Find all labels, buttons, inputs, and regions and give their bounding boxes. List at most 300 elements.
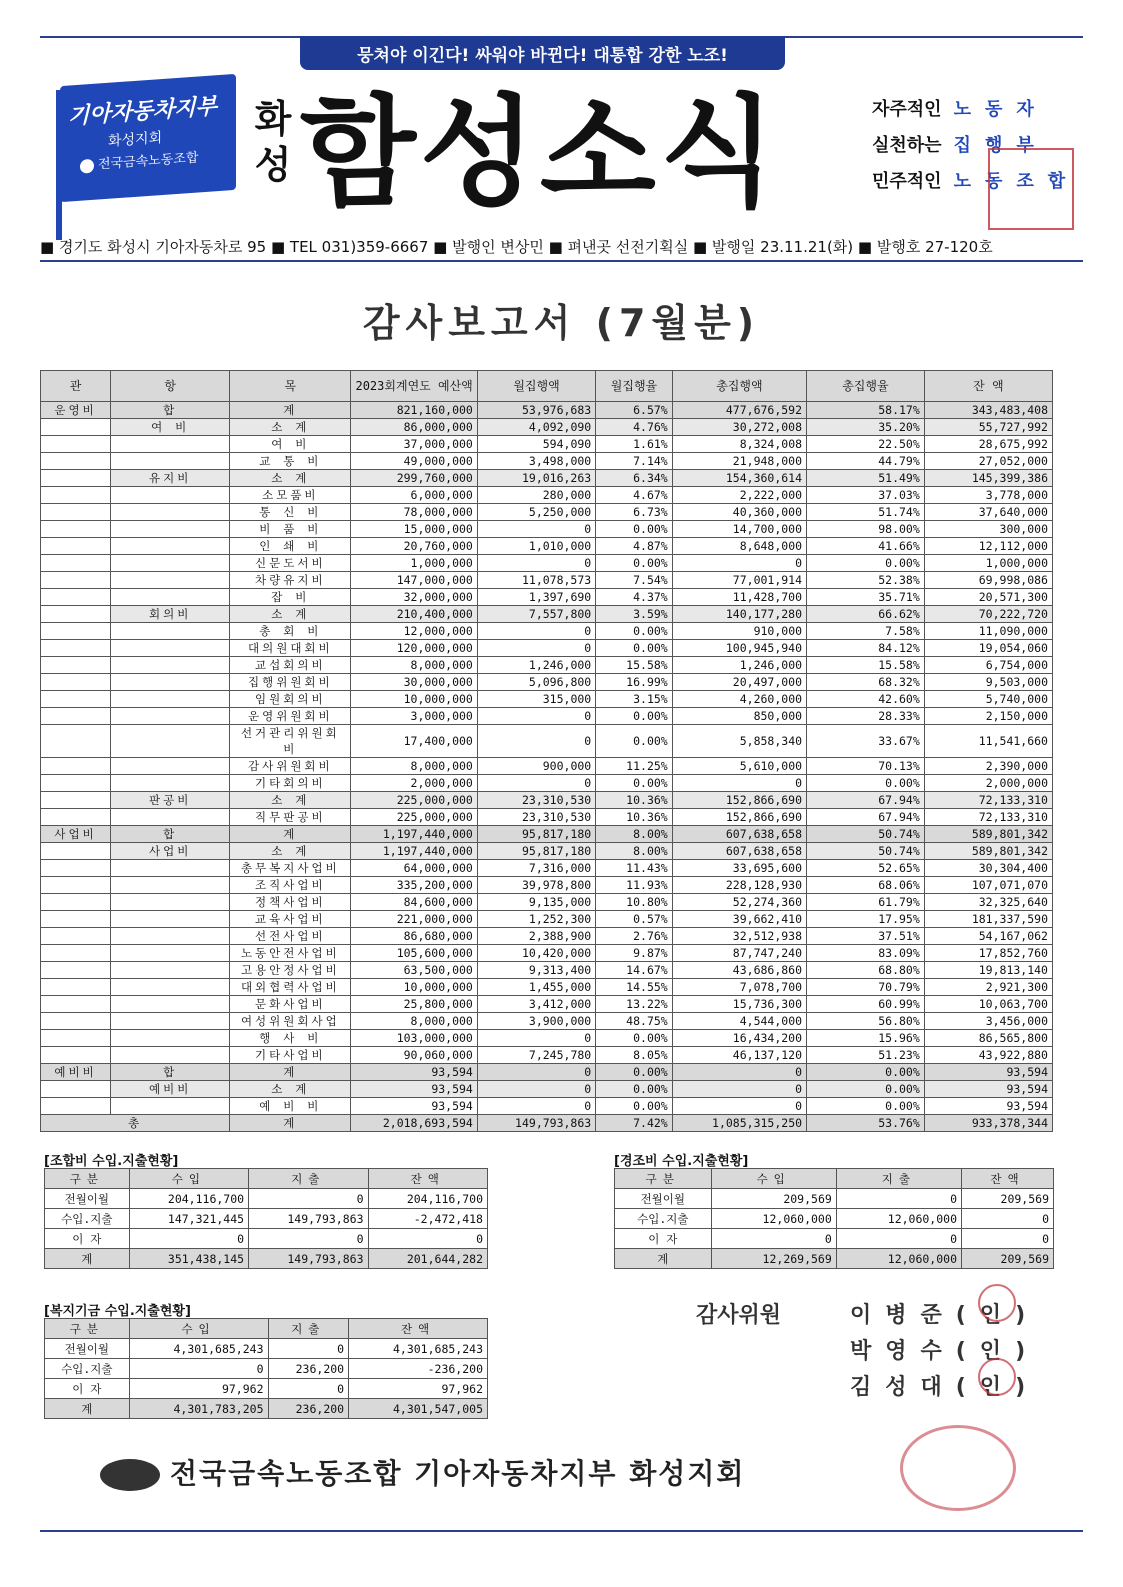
cell-value: 12,060,000 — [836, 1209, 961, 1229]
cell-gwan — [41, 589, 111, 606]
cell-value: 4,301,685,243 — [349, 1339, 488, 1359]
cell-value: 12,060,000 — [836, 1249, 961, 1269]
table-row — [41, 809, 1053, 826]
cell-value: 5,740,000 — [924, 691, 1052, 708]
cell-hang: 사업비 — [111, 843, 230, 860]
table-row — [41, 894, 1053, 911]
cell-value: 0.00% — [596, 1081, 673, 1098]
total-value: 2,018,693,594 — [351, 1115, 477, 1132]
cell-value: 4,301,685,243 — [129, 1339, 268, 1359]
cell-value: 90,060,000 — [351, 1047, 477, 1064]
official-seal-stamp — [900, 1425, 1016, 1511]
cell-value: 77,001,914 — [672, 572, 806, 589]
table-row — [41, 640, 1053, 657]
cell-value: 23,310,530 — [477, 809, 595, 826]
union-fee-table — [44, 1168, 488, 1269]
header-cell: 구분 — [615, 1169, 712, 1189]
cell-mok: 운영위원회비 — [230, 708, 351, 725]
cell-hang — [111, 775, 230, 792]
cell-value: 93,594 — [924, 1064, 1052, 1081]
report-title: 감사보고서 (7월분) — [362, 301, 761, 345]
cell-value: 2,390,000 — [924, 758, 1052, 775]
cell-value: 86,000,000 — [351, 419, 477, 436]
cell-hang — [111, 996, 230, 1013]
table-row — [41, 1047, 1053, 1064]
row-label: 이 자 — [45, 1229, 130, 1249]
cell-value: 21,948,000 — [672, 453, 806, 470]
cell-value: 46,137,120 — [672, 1047, 806, 1064]
cell-value: 5,250,000 — [477, 504, 595, 521]
cell-value: 4,301,547,005 — [349, 1399, 488, 1419]
cell-value: 6.73% — [596, 504, 673, 521]
cell-value: 15,736,300 — [672, 996, 806, 1013]
table-row — [41, 623, 1053, 640]
cell-value: 20,497,000 — [672, 674, 806, 691]
cell-value: 154,360,614 — [672, 470, 806, 487]
union-emblem-icon — [80, 158, 94, 173]
cell-value: 32,512,938 — [672, 928, 806, 945]
cell-value: 1,246,000 — [672, 657, 806, 674]
cell-value: 1,197,440,000 — [351, 826, 477, 843]
small-table-header — [615, 1169, 1054, 1189]
cell-value: 67.94% — [807, 792, 925, 809]
cell-value: 10,420,000 — [477, 945, 595, 962]
table-row — [41, 657, 1053, 674]
table-row — [41, 725, 1053, 758]
union-fee-caption: [조합비 수입.지출현황] — [44, 1154, 179, 1169]
cell-value: 87,747,240 — [672, 945, 806, 962]
cell-value: 35.71% — [807, 589, 925, 606]
cell-value: 67.94% — [807, 809, 925, 826]
bottom-rule — [40, 1530, 1083, 1532]
cell-gwan — [41, 708, 111, 725]
header-cell: 구분 — [45, 1319, 130, 1339]
cell-gwan — [41, 809, 111, 826]
row-label: 이 자 — [45, 1379, 130, 1399]
cell-gwan — [41, 792, 111, 809]
cell-value: 30,304,400 — [924, 860, 1052, 877]
cell-value: 152,866,690 — [672, 792, 806, 809]
cell-value: 9,135,000 — [477, 894, 595, 911]
table-row — [615, 1189, 1054, 1209]
row-label: 계 — [45, 1249, 130, 1269]
cell-value: 13.22% — [596, 996, 673, 1013]
cell-hang — [111, 758, 230, 775]
cell-value: 0 — [477, 521, 595, 538]
cell-value: 19,016,263 — [477, 470, 595, 487]
row-label: 수입.지출 — [615, 1209, 712, 1229]
cell-value: 11.93% — [596, 877, 673, 894]
cell-gwan — [41, 453, 111, 470]
total-label: 계 — [230, 1115, 351, 1132]
cell-value: 19,054,060 — [924, 640, 1052, 657]
cell-gwan — [41, 911, 111, 928]
cell-value: 48.75% — [596, 1013, 673, 1030]
cell-value: 0 — [268, 1379, 349, 1399]
cell-value: 51.74% — [807, 504, 925, 521]
cell-value: 17.95% — [807, 911, 925, 928]
cell-gwan — [41, 962, 111, 979]
cell-value: 1.61% — [596, 436, 673, 453]
stamp-mark — [978, 1284, 1016, 1322]
cell-gwan — [41, 860, 111, 877]
footer-union-name: 전국금속노동조합 기아자동차지부 화성지회 — [100, 1452, 745, 1492]
cell-gwan — [41, 555, 111, 572]
cell-value: 5,610,000 — [672, 758, 806, 775]
cell-mok: 비 품 비 — [230, 521, 351, 538]
cell-value: 15.58% — [807, 657, 925, 674]
cell-value: 51.49% — [807, 470, 925, 487]
cell-mok: 선거관리위원회비 — [230, 725, 351, 758]
cell-value: 43,686,860 — [672, 962, 806, 979]
cell-mok: 계 — [230, 1064, 351, 1081]
cell-value: 22.50% — [807, 436, 925, 453]
cell-value: 225,000,000 — [351, 792, 477, 809]
cell-value: 0 — [477, 1081, 595, 1098]
cell-mok: 인 쇄 비 — [230, 538, 351, 555]
table-row — [41, 775, 1053, 792]
cell-value: 8,000,000 — [351, 1013, 477, 1030]
cell-hang — [111, 657, 230, 674]
cell-value: 0 — [711, 1229, 836, 1249]
union-flag-logo — [60, 74, 236, 202]
cell-value: 30,272,008 — [672, 419, 806, 436]
cell-value: 2,150,000 — [924, 708, 1052, 725]
cell-value: 14,700,000 — [672, 521, 806, 538]
cell-gwan — [41, 674, 111, 691]
stamp-mark — [978, 1358, 1016, 1396]
cell-value: 6,000,000 — [351, 487, 477, 504]
cell-value: 7.14% — [596, 453, 673, 470]
cell-value: 3,900,000 — [477, 1013, 595, 1030]
table-row — [41, 606, 1053, 623]
col-total-rate: 총집행율 — [807, 371, 925, 402]
table-row — [41, 470, 1053, 487]
cell-value: 37.51% — [807, 928, 925, 945]
cell-hang — [111, 623, 230, 640]
cell-value: 58.17% — [807, 402, 925, 419]
cell-value: 15,000,000 — [351, 521, 477, 538]
cell-value: 93,594 — [351, 1081, 477, 1098]
cell-value: 37,640,000 — [924, 504, 1052, 521]
welfare-caption: [복지기금 수입.지출현황] — [44, 1304, 191, 1319]
row-label: 전월이월 — [45, 1339, 130, 1359]
cell-hang — [111, 1047, 230, 1064]
cell-value: 6,754,000 — [924, 657, 1052, 674]
cell-value: 0 — [477, 555, 595, 572]
table-row — [615, 1249, 1054, 1269]
cell-value: 4.76% — [596, 419, 673, 436]
cell-value: 105,600,000 — [351, 945, 477, 962]
cell-mok: 통 신 비 — [230, 504, 351, 521]
cell-value: 66.62% — [807, 606, 925, 623]
cell-mok: 소모품비 — [230, 487, 351, 504]
cell-hang — [111, 589, 230, 606]
cell-value: 52.38% — [807, 572, 925, 589]
cell-value: 37.03% — [807, 487, 925, 504]
cell-value: 210,400,000 — [351, 606, 477, 623]
auditor-name-1: 이병준(인) — [850, 1303, 1040, 1328]
cell-value: 52,274,360 — [672, 894, 806, 911]
row-label: 수입.지출 — [45, 1359, 130, 1379]
cell-value: -2,472,418 — [368, 1209, 487, 1229]
cell-value: 83.09% — [807, 945, 925, 962]
cell-value: 0 — [672, 1081, 806, 1098]
cell-mok: 여성위원회사업 — [230, 1013, 351, 1030]
cell-hang: 예비비 — [111, 1081, 230, 1098]
cell-value: 147,321,445 — [129, 1209, 248, 1229]
cell-hang — [111, 1098, 230, 1115]
cell-hang: 판공비 — [111, 792, 230, 809]
publication-info: ■ 경기도 화성시 기아자동차로 95 ■ TEL 031)359-6667 ■ 발행인 변상민 ■ 펴낸곳 선전기획실 ■ 발행일 23.11.21(화) ■ 발행호 27-120호 — [40, 238, 993, 256]
cell-value: 0.00% — [596, 725, 673, 758]
cell-value: 15.96% — [807, 1030, 925, 1047]
cell-value: 0 — [129, 1359, 268, 1379]
cell-hang: 여 비 — [111, 419, 230, 436]
cell-gwan — [41, 928, 111, 945]
table-row — [45, 1399, 488, 1419]
cell-value: 7,245,780 — [477, 1047, 595, 1064]
cell-mok: 여 비 — [230, 436, 351, 453]
cell-value: 589,801,342 — [924, 826, 1052, 843]
cell-value: 5,858,340 — [672, 725, 806, 758]
cell-value: 50.74% — [807, 843, 925, 860]
cell-value: 100,945,940 — [672, 640, 806, 657]
table-row — [41, 1064, 1053, 1081]
cell-value: 0.00% — [596, 708, 673, 725]
cell-gwan — [41, 877, 111, 894]
cell-gwan — [41, 1098, 111, 1115]
cell-value: 30,000,000 — [351, 674, 477, 691]
total-value: 53.76% — [807, 1115, 925, 1132]
cell-value: 3.59% — [596, 606, 673, 623]
cell-gwan — [41, 470, 111, 487]
cell-value: 0 — [477, 623, 595, 640]
table-row — [41, 555, 1053, 572]
cell-value: 3.15% — [596, 691, 673, 708]
cell-value: 0.00% — [596, 623, 673, 640]
cell-value: 5,096,800 — [477, 674, 595, 691]
cell-value: 1,000,000 — [924, 555, 1052, 572]
cell-hang: 회의비 — [111, 606, 230, 623]
cell-gwan — [41, 606, 111, 623]
cell-value: 9,313,400 — [477, 962, 595, 979]
cell-mok: 예 비 비 — [230, 1098, 351, 1115]
cell-mok: 교섭회의비 — [230, 657, 351, 674]
cell-value: 0 — [249, 1229, 368, 1249]
header-cell: 잔액 — [368, 1169, 487, 1189]
cell-value: 3,498,000 — [477, 453, 595, 470]
cell-value: 0.00% — [596, 555, 673, 572]
cell-mok: 조직사업비 — [230, 877, 351, 894]
cell-value: 17,400,000 — [351, 725, 477, 758]
cell-value: 0.00% — [807, 555, 925, 572]
cell-value: 19,813,140 — [924, 962, 1052, 979]
cell-mok: 소 계 — [230, 792, 351, 809]
cell-value: 7,557,800 — [477, 606, 595, 623]
cell-value: 16,434,200 — [672, 1030, 806, 1047]
cell-value: 0.00% — [596, 775, 673, 792]
cell-value: 0.00% — [596, 1064, 673, 1081]
motto-line-2: 실천하는 집행부 — [872, 135, 1048, 156]
cell-value: 56.80% — [807, 1013, 925, 1030]
table-row — [45, 1339, 488, 1359]
cell-hang — [111, 691, 230, 708]
table-row — [45, 1379, 488, 1399]
cell-value: 33.67% — [807, 725, 925, 758]
masthead-region: 화 성 — [254, 97, 292, 187]
cell-value: 6.34% — [596, 470, 673, 487]
cell-value: 4,301,783,205 — [129, 1399, 268, 1419]
cell-value: 0.00% — [807, 1081, 925, 1098]
col-month-exec: 월집행액 — [477, 371, 595, 402]
cell-mok: 교 통 비 — [230, 453, 351, 470]
cell-value: 4.87% — [596, 538, 673, 555]
cell-value: 11.25% — [596, 758, 673, 775]
cell-hang — [111, 640, 230, 657]
cell-hang — [111, 538, 230, 555]
cell-value: 32,000,000 — [351, 589, 477, 606]
row-label: 이 자 — [615, 1229, 712, 1249]
cell-hang — [111, 809, 230, 826]
header-cell: 잔액 — [349, 1319, 488, 1339]
cell-value: 44.79% — [807, 453, 925, 470]
cell-value: 149,793,863 — [249, 1249, 368, 1269]
col-hang: 항 — [111, 371, 230, 402]
cell-value: 69,998,086 — [924, 572, 1052, 589]
cell-value: 93,594 — [351, 1098, 477, 1115]
cell-value: 0.00% — [596, 1098, 673, 1115]
cell-hang — [111, 555, 230, 572]
cell-hang — [111, 572, 230, 589]
cell-hang: 합 — [111, 402, 230, 419]
cell-hang — [111, 911, 230, 928]
header-cell: 지출 — [836, 1169, 961, 1189]
cell-value: 201,644,282 — [368, 1249, 487, 1269]
cell-value: 0 — [477, 725, 595, 758]
cell-value: 7,078,700 — [672, 979, 806, 996]
cell-value: 3,000,000 — [351, 708, 477, 725]
cell-value: 14.67% — [596, 962, 673, 979]
cell-value: 4.37% — [596, 589, 673, 606]
cell-mok: 소 계 — [230, 1081, 351, 1098]
cell-value: 12,060,000 — [711, 1209, 836, 1229]
table-row — [41, 402, 1053, 419]
cell-mok: 집행위원회비 — [230, 674, 351, 691]
table-row — [615, 1229, 1054, 1249]
cell-value: 51.23% — [807, 1047, 925, 1064]
cell-value: 0 — [477, 1064, 595, 1081]
cell-value: 8.00% — [596, 843, 673, 860]
cell-value: 86,680,000 — [351, 928, 477, 945]
cell-value: 8.00% — [596, 826, 673, 843]
cell-mok: 직무판공비 — [230, 809, 351, 826]
cell-value: 50.74% — [807, 826, 925, 843]
cell-hang — [111, 1013, 230, 1030]
table-row — [41, 572, 1053, 589]
header-cell: 수입 — [711, 1169, 836, 1189]
cell-hang: 합 — [111, 826, 230, 843]
cell-mok: 임원회의비 — [230, 691, 351, 708]
info-rule — [40, 260, 1083, 262]
cell-value: 72,133,310 — [924, 809, 1052, 826]
cell-gwan — [41, 996, 111, 1013]
cell-value: 14.55% — [596, 979, 673, 996]
cell-value: 95,817,180 — [477, 826, 595, 843]
cell-value: 15.58% — [596, 657, 673, 674]
cell-value: 910,000 — [672, 623, 806, 640]
cell-value: 1,455,000 — [477, 979, 595, 996]
red-seal-stamp — [988, 148, 1074, 230]
table-row — [41, 860, 1053, 877]
cell-value: 204,116,700 — [368, 1189, 487, 1209]
cell-value: 0 — [477, 1098, 595, 1115]
cell-value: 42.60% — [807, 691, 925, 708]
cell-value: 70,222,720 — [924, 606, 1052, 623]
cell-value: 335,200,000 — [351, 877, 477, 894]
cell-value: 68.06% — [807, 877, 925, 894]
cell-value: 300,000 — [924, 521, 1052, 538]
cell-value: 607,638,658 — [672, 843, 806, 860]
table-row — [41, 589, 1053, 606]
cell-value: 3,456,000 — [924, 1013, 1052, 1030]
cell-value: 97,962 — [349, 1379, 488, 1399]
table-row — [41, 691, 1053, 708]
table-row — [41, 538, 1053, 555]
cell-value: 11,090,000 — [924, 623, 1052, 640]
cell-value: 97,962 — [129, 1379, 268, 1399]
cell-mok: 기타사업비 — [230, 1047, 351, 1064]
cell-value: 61.79% — [807, 894, 925, 911]
total-value: 149,793,863 — [477, 1115, 595, 1132]
cell-value: 32,325,640 — [924, 894, 1052, 911]
cell-value: 589,801,342 — [924, 843, 1052, 860]
cell-value: 23,310,530 — [477, 792, 595, 809]
cell-value: 8,000,000 — [351, 758, 477, 775]
cell-mok: 행 사 비 — [230, 1030, 351, 1047]
cell-value: 3,778,000 — [924, 487, 1052, 504]
cell-value: 0 — [672, 775, 806, 792]
cell-value: 0 — [477, 775, 595, 792]
cell-mok: 잡 비 — [230, 589, 351, 606]
table-row — [615, 1209, 1054, 1229]
cell-value: 0.00% — [596, 521, 673, 538]
cell-value: 60.99% — [807, 996, 925, 1013]
cell-value: 0 — [249, 1189, 368, 1209]
table-row — [41, 674, 1053, 691]
header-cell: 구분 — [45, 1169, 130, 1189]
cell-value: 0.00% — [596, 1030, 673, 1047]
cell-value: 1,010,000 — [477, 538, 595, 555]
cell-value: 0 — [672, 1064, 806, 1081]
cell-value: 93,594 — [924, 1081, 1052, 1098]
cell-hang — [111, 945, 230, 962]
cell-value: 54,167,062 — [924, 928, 1052, 945]
cell-mok: 대의원대회비 — [230, 640, 351, 657]
header-cell: 잔액 — [962, 1169, 1054, 1189]
row-label: 전월이월 — [615, 1189, 712, 1209]
cell-hang — [111, 453, 230, 470]
cell-value: 0 — [129, 1229, 248, 1249]
cell-value: 40,360,000 — [672, 504, 806, 521]
cell-value: 107,071,070 — [924, 877, 1052, 894]
cell-gwan — [41, 657, 111, 674]
small-table-header — [45, 1319, 488, 1339]
cell-value: 16.99% — [596, 674, 673, 691]
cell-hang: 유지비 — [111, 470, 230, 487]
cell-mok: 소 계 — [230, 419, 351, 436]
motto-line-3: 민주적인 노동조합 — [872, 171, 1080, 192]
